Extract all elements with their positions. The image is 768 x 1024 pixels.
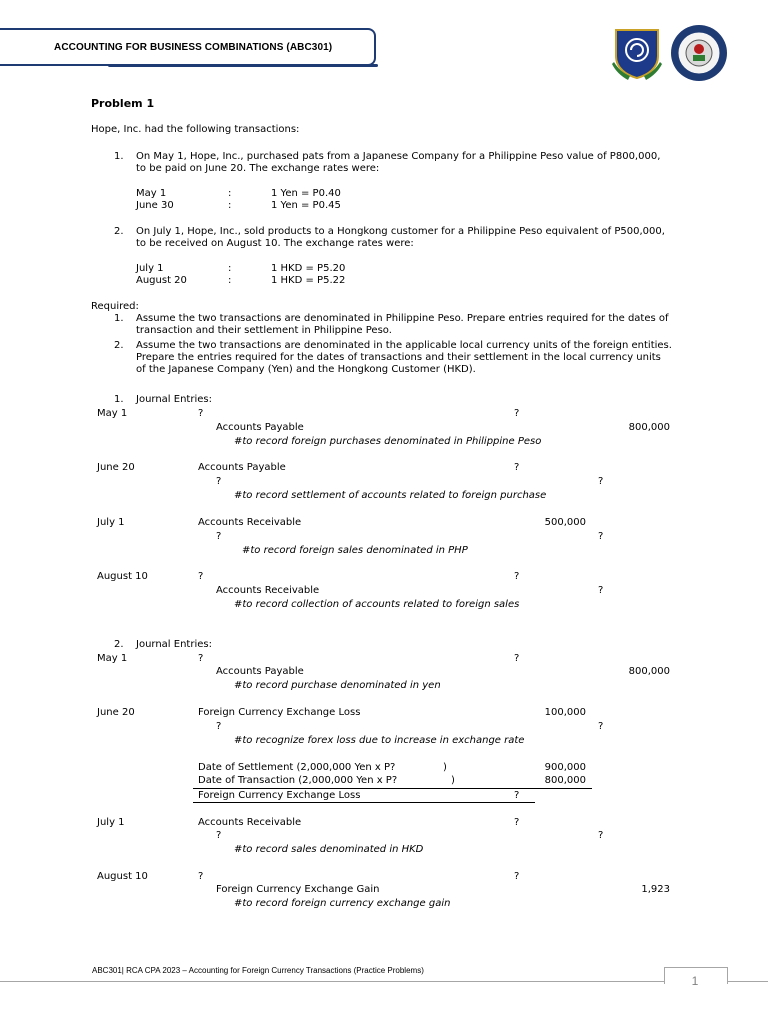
credit-account: ? xyxy=(216,721,222,732)
required-label: Required: xyxy=(91,301,139,312)
rate-date: July 1 xyxy=(136,263,164,274)
debit-account: ? xyxy=(198,871,204,882)
entry-date: July 1 xyxy=(97,517,125,528)
debit-amount: ? xyxy=(514,462,520,473)
required-text-line: Assume the two transactions are denominated in Philippine Peso. Prepare entries required for the dates of xyxy=(136,313,669,324)
footer-divider xyxy=(0,981,768,982)
debit-amount: ? xyxy=(514,871,520,882)
entry-memo: #to record settlement of accounts related to foreign purchase xyxy=(234,490,547,501)
entry-date: May 1 xyxy=(97,653,128,664)
rate-separator: : xyxy=(228,200,232,211)
computation-total-amount: ? xyxy=(514,790,520,801)
entry-memo: #to record foreign purchases denominated in Philippine Peso xyxy=(234,436,542,447)
computation-amount: 800,000 xyxy=(544,775,586,786)
debit-amount: ? xyxy=(514,571,520,582)
rate-date: May 1 xyxy=(136,188,167,199)
page-number: 1 xyxy=(691,974,699,988)
credit-account: ? xyxy=(216,476,222,487)
debit-account: Accounts Receivable xyxy=(198,517,302,528)
entry-date: June 20 xyxy=(97,707,135,718)
credit-amount: ? xyxy=(598,830,604,841)
required-text-line: transaction and their settlement in Philippine Peso. xyxy=(136,325,392,336)
rate-value: 1 HKD = P5.22 xyxy=(271,275,346,286)
rate-date: August 20 xyxy=(136,275,187,286)
entry-date: July 1 xyxy=(97,817,125,828)
debit-account: ? xyxy=(198,653,204,664)
computation-paren: ) xyxy=(443,762,447,773)
rate-value: 1 Yen = P0.40 xyxy=(271,188,341,199)
entry-memo: #to record sales denominated in HKD xyxy=(234,844,424,855)
credit-account: Accounts Receivable xyxy=(216,585,320,596)
entry-date: August 10 xyxy=(97,871,148,882)
entry-memo: #to record foreign currency exchange gain xyxy=(234,898,451,909)
item-number: 1. xyxy=(114,151,124,162)
problem-intro: Hope, Inc. had the following transactions: xyxy=(91,124,300,135)
credit-amount: 1,923 xyxy=(641,884,670,895)
computation-amount: 900,000 xyxy=(544,762,586,773)
required-text-line: Prepare the entries required for the dates of transactions and their settlement in the local currency units xyxy=(136,352,661,363)
entry-memo: #to record purchase denominated in yen xyxy=(234,680,441,691)
debit-account: ? xyxy=(198,408,204,419)
credit-account: Accounts Payable xyxy=(216,422,304,433)
item-number: 2. xyxy=(114,226,124,237)
section-heading: Journal Entries: xyxy=(136,394,212,405)
entry-date: August 10 xyxy=(97,571,148,582)
entry-date: May 1 xyxy=(97,408,128,419)
credit-account: Accounts Payable xyxy=(216,666,304,677)
credit-amount: 800,000 xyxy=(628,422,670,433)
credit-amount: ? xyxy=(598,531,604,542)
entry-date: June 20 xyxy=(97,462,135,473)
computation-label: Date of Settlement (2,000,000 Yen x P? xyxy=(198,762,396,773)
college-shield-logo xyxy=(612,26,662,80)
debit-account: Foreign Currency Exchange Loss xyxy=(198,707,361,718)
credit-amount: ? xyxy=(598,476,604,487)
required-number: 2. xyxy=(114,340,124,351)
credit-amount: ? xyxy=(598,585,604,596)
computation-rule xyxy=(193,788,592,789)
footer-text: ABC301| RCA CPA 2023 – Accounting for Foreign Currency Transactions (Practice Problems) xyxy=(92,966,424,975)
rate-separator: : xyxy=(228,275,232,286)
credit-account: Foreign Currency Exchange Gain xyxy=(216,884,380,895)
item-text-line: On July 1, Hope, Inc., sold products to a Hongkong customer for a Philippine Peso equivalent of P500,000, xyxy=(136,226,665,237)
credit-amount: 800,000 xyxy=(628,666,670,677)
entry-memo: #to recognize forex loss due to increase in exchange rate xyxy=(234,735,525,746)
credit-amount: ? xyxy=(598,721,604,732)
debit-amount: ? xyxy=(514,817,520,828)
debit-amount: ? xyxy=(514,653,520,664)
rate-separator: : xyxy=(228,263,232,274)
entry-memo: #to record collection of accounts related to foreign sales xyxy=(234,599,520,610)
rate-separator: : xyxy=(228,188,232,199)
debit-account: ? xyxy=(198,571,204,582)
course-title: ACCOUNTING FOR BUSINESS COMBINATIONS (ABC301) xyxy=(54,42,333,53)
department-seal-logo xyxy=(670,24,728,82)
credit-account: ? xyxy=(216,830,222,841)
computation-paren: ) xyxy=(451,775,455,786)
credit-account: ? xyxy=(216,531,222,542)
required-number: 1. xyxy=(114,313,124,324)
item-text-line: to be received on August 10. The exchange rates were: xyxy=(136,238,414,249)
section-number: 1. xyxy=(114,394,124,405)
entry-memo: #to record foreign sales denominated in PHP xyxy=(242,545,468,556)
header-underline xyxy=(108,64,378,67)
debit-amount: 100,000 xyxy=(544,707,586,718)
debit-amount: 500,000 xyxy=(544,517,586,528)
required-text-line: of the Japanese Company (Yen) and the Hongkong Customer (HKD). xyxy=(136,364,476,375)
rate-value: 1 HKD = P5.20 xyxy=(271,263,346,274)
rate-value: 1 Yen = P0.45 xyxy=(271,200,341,211)
item-text-line: On May 1, Hope, Inc., purchased pats from a Japanese Company for a Philippine Peso value of P800,000, xyxy=(136,151,661,162)
computation-total-label: Foreign Currency Exchange Loss xyxy=(198,790,361,801)
debit-account: Accounts Receivable xyxy=(198,817,302,828)
problem-title: Problem 1 xyxy=(91,97,155,110)
item-text-line: to be paid on June 20. The exchange rates were: xyxy=(136,163,380,174)
rate-date: June 30 xyxy=(136,200,174,211)
computation-rule xyxy=(193,802,535,803)
section-number: 2. xyxy=(114,639,124,650)
required-text-line: Assume the two transactions are denominated in the applicable local currency units of the foreign entities. xyxy=(136,340,672,351)
debit-account: Accounts Payable xyxy=(198,462,286,473)
section-heading: Journal Entries: xyxy=(136,639,212,650)
computation-label: Date of Transaction (2,000,000 Yen x P? xyxy=(198,775,398,786)
debit-amount: ? xyxy=(514,408,520,419)
